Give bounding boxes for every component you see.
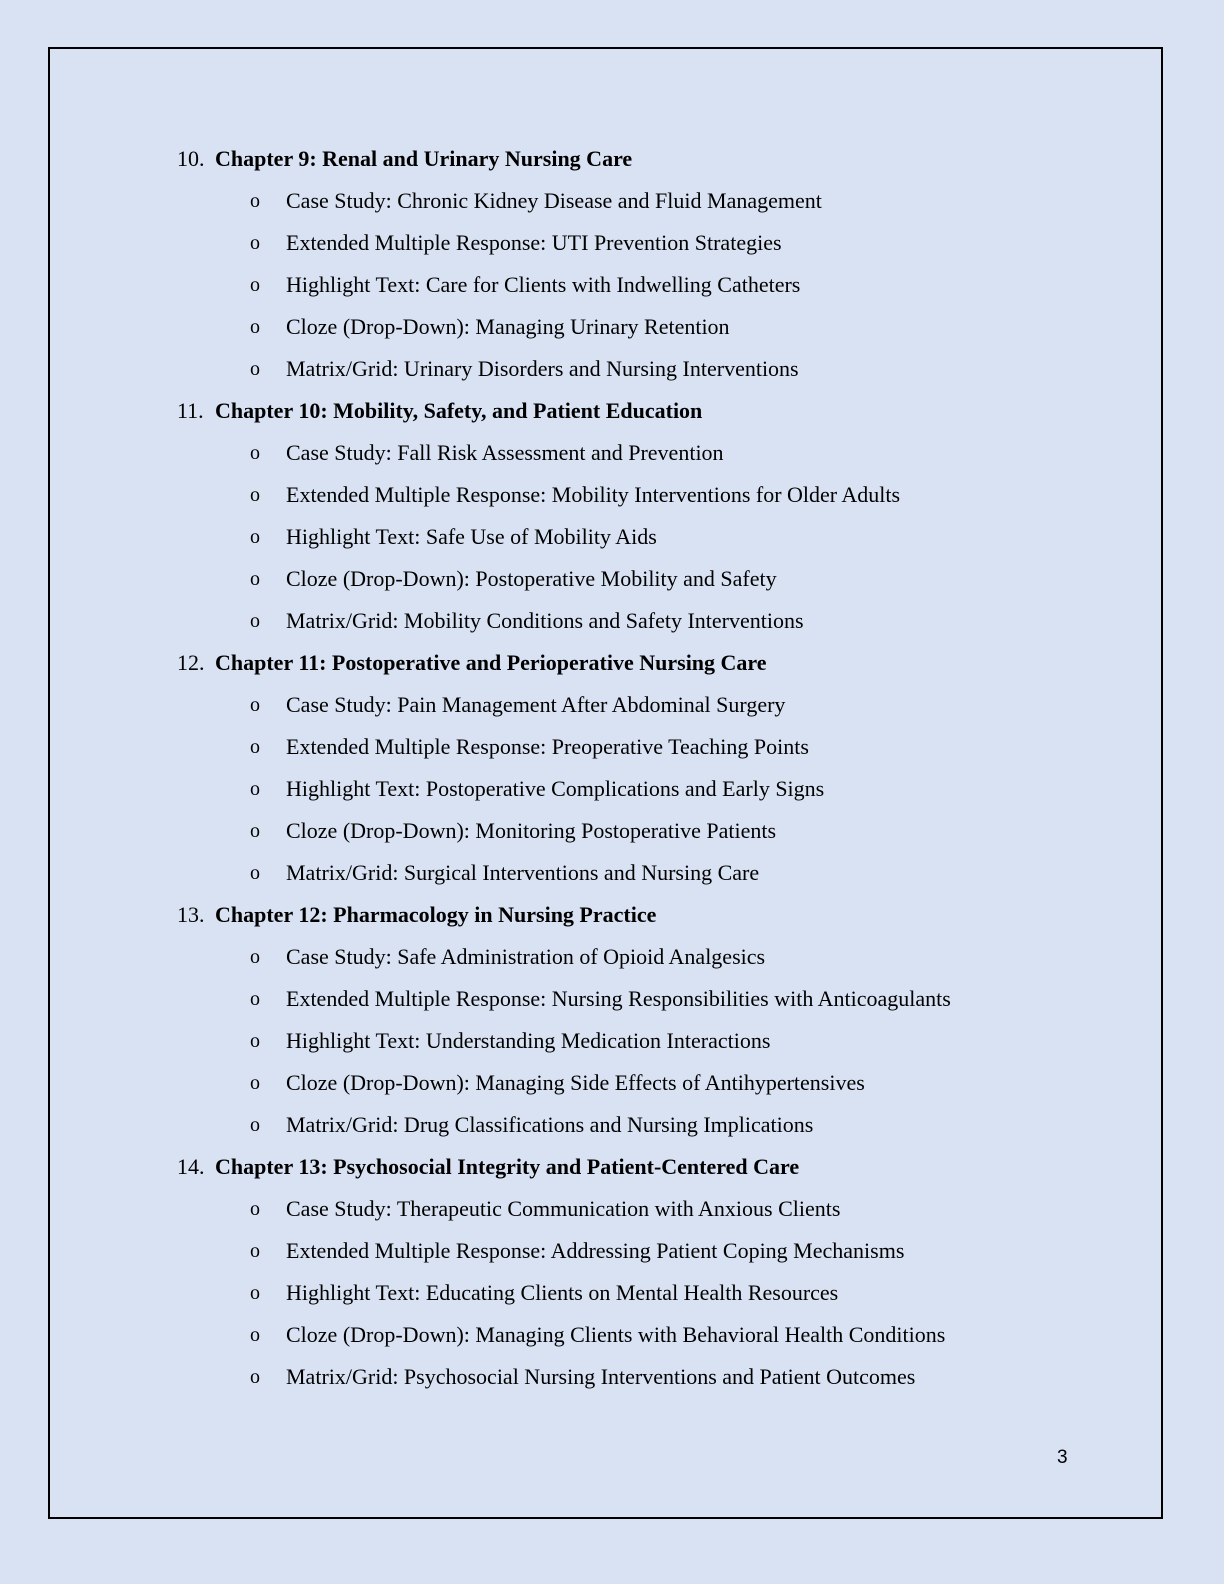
chapter-number: 13. [177,902,205,927]
list-item-text: Matrix/Grid: Drug Classifications and Nursing Implications [286,1112,814,1137]
chapter-heading [0,894,1224,936]
list-item-text: Highlight Text: Postoperative Complications and Early Signs [286,776,825,801]
list-item [0,1104,1224,1146]
bullet-icon: o [250,1282,260,1304]
chapter-number: 10. [177,146,205,171]
chapter-list [0,138,1224,1398]
bullet-icon: o [250,484,260,506]
list-item [0,1272,1224,1314]
chapter-title: Chapter 12: Pharmacology in Nursing Practice [215,902,657,927]
bullet-icon: o [250,610,260,632]
list-item [0,474,1224,516]
list-item [0,222,1224,264]
list-item [0,1356,1224,1398]
list-item [0,1020,1224,1062]
chapter-number: 11. [177,398,204,423]
bullet-icon: o [250,736,260,758]
list-item [0,1188,1224,1230]
list-item [0,432,1224,474]
chapter-heading [0,642,1224,684]
list-item [0,810,1224,852]
list-item-text: Cloze (Drop-Down): Managing Urinary Retention [286,314,730,339]
bullet-icon: o [250,1324,260,1346]
list-item-text: Case Study: Therapeutic Communication with Anxious Clients [286,1196,841,1221]
list-item-text: Cloze (Drop-Down): Monitoring Postoperative Patients [286,818,777,843]
list-item [0,726,1224,768]
list-item-text: Extended Multiple Response: Nursing Responsibilities with Anticoagulants [286,986,951,1011]
list-item-text: Case Study: Pain Management After Abdominal Surgery [286,692,786,717]
bullet-icon: o [250,694,260,716]
list-item-text: Cloze (Drop-Down): Postoperative Mobility and Safety [286,566,777,591]
bullet-icon: o [250,862,260,884]
bullet-icon: o [250,358,260,380]
list-item-text: Case Study: Chronic Kidney Disease and Fluid Management [286,188,822,213]
list-item-text: Cloze (Drop-Down): Managing Side Effects of Antihypertensives [286,1070,865,1095]
list-item-text: Highlight Text: Care for Clients with Indwelling Catheters [286,272,801,297]
bullet-icon: o [250,1366,260,1388]
list-item-text: Extended Multiple Response: Mobility Interventions for Older Adults [286,482,901,507]
list-item [0,978,1224,1020]
bullet-icon: o [250,274,260,296]
bullet-icon: o [250,190,260,212]
bullet-icon: o [250,1072,260,1094]
bullet-icon: o [250,1198,260,1220]
list-item-text: Matrix/Grid: Surgical Interventions and Nursing Care [286,860,760,885]
bullet-icon: o [250,778,260,800]
list-item [0,348,1224,390]
bullet-icon: o [250,1240,260,1262]
list-item [0,516,1224,558]
list-item-text: Matrix/Grid: Psychosocial Nursing Interventions and Patient Outcomes [286,1364,916,1389]
list-item [0,768,1224,810]
list-item-text: Case Study: Fall Risk Assessment and Prevention [286,440,724,465]
list-item-text: Extended Multiple Response: Preoperative Teaching Points [286,734,809,759]
list-item-text: Matrix/Grid: Urinary Disorders and Nursing Interventions [286,356,799,381]
chapter-number: 12. [177,650,205,675]
list-item-text: Cloze (Drop-Down): Managing Clients with Behavioral Health Conditions [286,1322,946,1347]
list-item [0,1230,1224,1272]
chapter-heading [0,390,1224,432]
list-item [0,180,1224,222]
bullet-icon: o [250,946,260,968]
bullet-icon: o [250,232,260,254]
list-item-text: Highlight Text: Safe Use of Mobility Aids [286,524,657,549]
chapter-heading [0,1146,1224,1188]
bullet-icon: o [250,526,260,548]
chapter-number: 14. [177,1154,205,1179]
list-item [0,306,1224,348]
list-item-text: Highlight Text: Educating Clients on Mental Health Resources [286,1280,839,1305]
chapter-heading [0,138,1224,180]
chapter-title: Chapter 13: Psychosocial Integrity and Patient-Centered Care [215,1154,800,1179]
chapter-title: Chapter 10: Mobility, Safety, and Patient Education [215,398,703,423]
list-item-text: Matrix/Grid: Mobility Conditions and Safety Interventions [286,608,804,633]
list-item-text: Highlight Text: Understanding Medication Interactions [286,1028,771,1053]
list-item [0,936,1224,978]
bullet-icon: o [250,1030,260,1052]
chapter-title: Chapter 11: Postoperative and Perioperative Nursing Care [215,650,767,675]
bullet-icon: o [250,988,260,1010]
list-item [0,684,1224,726]
list-item [0,558,1224,600]
list-item [0,1062,1224,1104]
page-number: 3 [1057,1447,1068,1468]
bullet-icon: o [250,820,260,842]
bullet-icon: o [250,316,260,338]
chapter-title: Chapter 9: Renal and Urinary Nursing Care [215,146,633,171]
list-item-text: Extended Multiple Response: Addressing Patient Coping Mechanisms [286,1238,905,1263]
list-item [0,264,1224,306]
bullet-icon: o [250,442,260,464]
list-item [0,852,1224,894]
list-item-text: Extended Multiple Response: UTI Prevention Strategies [286,230,782,255]
list-item [0,600,1224,642]
bullet-icon: o [250,1114,260,1136]
list-item-text: Case Study: Safe Administration of Opioid Analgesics [286,944,766,969]
bullet-icon: o [250,568,260,590]
list-item [0,1314,1224,1356]
